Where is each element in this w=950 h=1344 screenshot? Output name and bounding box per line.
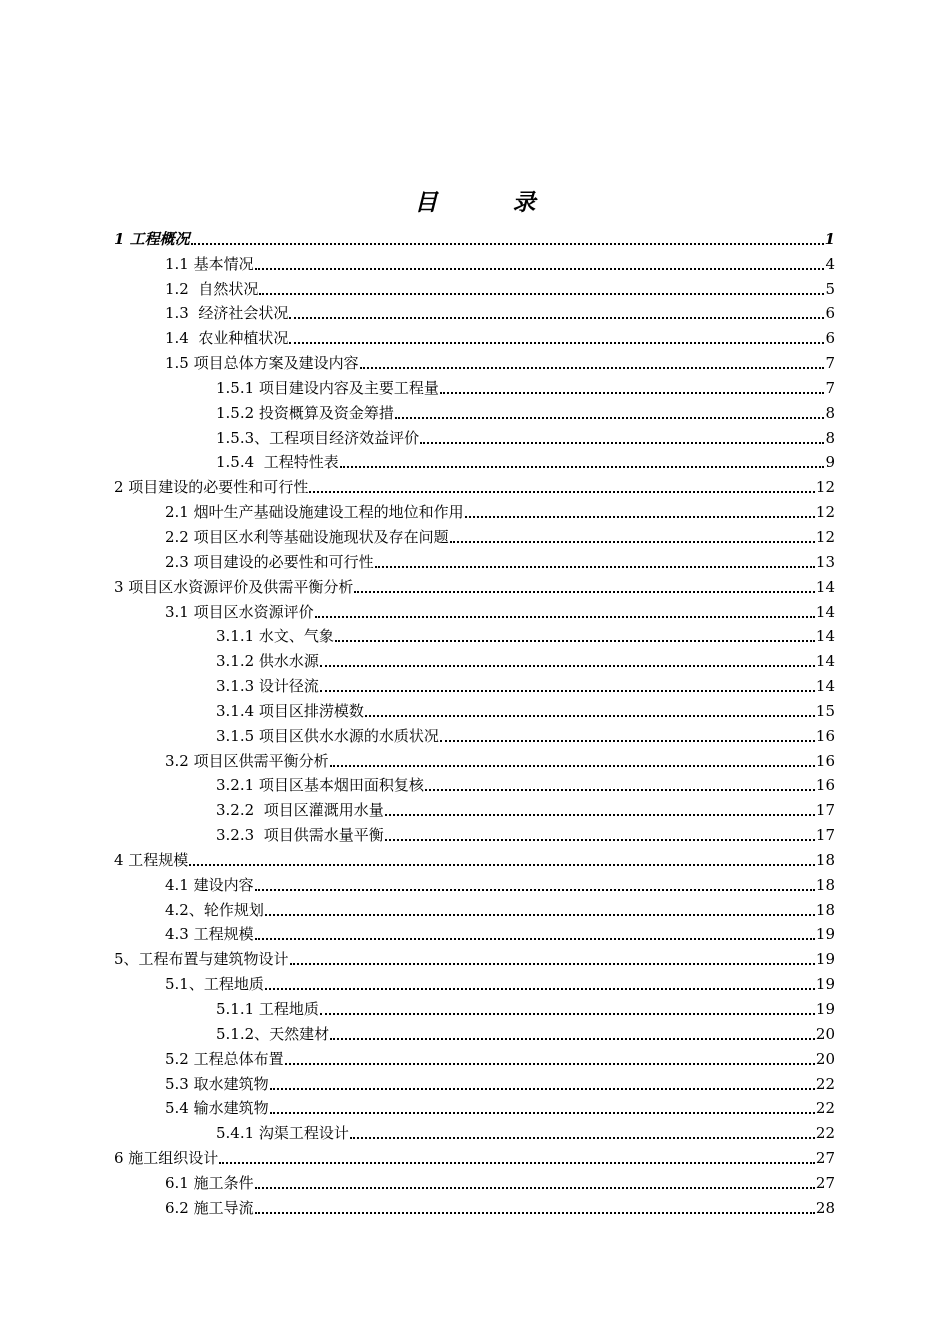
toc-entry[interactable]	[0, 1019, 835, 1044]
toc-entry-page: 28	[815, 1198, 835, 1217]
toc-entry[interactable]	[0, 646, 835, 671]
toc-leader-dots	[309, 491, 815, 493]
toc-entry-page: 14	[815, 652, 835, 671]
toc-entry-label: 3.1.1 水文、气象	[216, 627, 334, 646]
toc-entry-label: 3.1.3 设计径流	[216, 677, 319, 696]
toc-entry-page: 6	[825, 329, 835, 348]
toc-entry-label: 3.1.4 项目区排涝模数	[216, 701, 364, 720]
toc-entry-page: 17	[815, 801, 835, 820]
toc-entry-label: 1.5.2 投资概算及资金筹措	[216, 403, 394, 422]
toc-leader-dots	[320, 1013, 815, 1015]
toc-entry-page: 16	[815, 726, 835, 745]
toc-entry[interactable]	[0, 522, 835, 547]
toc-entry[interactable]	[0, 249, 835, 274]
toc-entry-label: 1.5.3、工程项目经济效益评价	[216, 428, 420, 447]
toc-leader-dots	[354, 591, 815, 593]
toc-entry-page: 9	[825, 453, 835, 472]
toc-entry-label: 1.5 项目总体方案及建设内容	[165, 354, 359, 373]
toc-entry-label: 4.3 工程规模	[165, 925, 254, 944]
toc-leader-dots	[440, 740, 815, 742]
toc-entry-label: 3.1.2 供水水源	[216, 652, 319, 671]
toc-entry-label: 1 工程概况	[114, 229, 190, 248]
toc-entry-label: 3.1 项目区水资源评价	[165, 602, 314, 621]
toc-entry[interactable]	[0, 1094, 835, 1119]
toc-entry[interactable]	[0, 448, 835, 473]
toc-entry[interactable]	[0, 299, 835, 324]
toc-leader-dots	[350, 1137, 815, 1139]
toc-entry-label: 3.2.3 项目供需水量平衡	[216, 826, 384, 845]
toc-entry-page: 27	[815, 1173, 835, 1192]
toc-leader-dots	[335, 640, 815, 642]
toc-entry[interactable]	[0, 671, 835, 696]
toc-entry-label: 4.1 建设内容	[165, 875, 254, 894]
toc-entry-page: 19	[815, 1000, 835, 1018]
toc-leader-dots	[330, 765, 815, 767]
toc-leader-dots	[385, 814, 815, 816]
toc-entry-page: 4	[825, 254, 835, 273]
toc-leader-dots	[365, 715, 815, 717]
toc-entry-label: 4.2、轮作规划	[165, 900, 264, 919]
toc-leader-dots	[255, 268, 825, 270]
toc-title: 目 录	[414, 189, 562, 216]
toc-entry-page: 7	[825, 378, 835, 397]
toc-entry[interactable]	[0, 895, 835, 920]
toc-leader-dots	[360, 367, 825, 369]
toc-leader-dots	[255, 889, 815, 891]
toc-entry-page: 14	[815, 677, 835, 696]
toc-entry-page: 16	[815, 776, 835, 795]
toc-leader-dots	[440, 392, 825, 394]
toc-entry[interactable]	[0, 274, 835, 299]
toc-leader-dots	[265, 988, 815, 990]
toc-entry-label: 3 项目区水资源评价及供需平衡分析	[114, 577, 354, 596]
toc-entry-label: 6.2 施工导流	[165, 1198, 254, 1217]
toc-entry-label: 5.1.2、天然建材	[216, 1024, 330, 1043]
toc-entry-label: 2.2 项目区水利等基础设施现状及存在问题	[165, 527, 449, 546]
toc-entry-label: 5.1.1 工程地质	[216, 1000, 319, 1018]
toc-entry-page: 16	[815, 751, 835, 770]
toc-entry-page: 20	[815, 1049, 835, 1068]
toc-leader-dots	[255, 1212, 815, 1214]
toc-leader-dots	[270, 1112, 815, 1114]
toc-leader-dots	[289, 317, 824, 319]
toc-entry[interactable]	[0, 746, 835, 771]
toc-entry-label: 1.5.4 工程特性表	[216, 453, 339, 472]
toc-entry[interactable]	[0, 398, 835, 423]
toc-entry-page: 7	[825, 354, 835, 373]
toc-entry-page: 12	[815, 478, 835, 497]
toc-entry-label: 3.2 项目区供需平衡分析	[165, 751, 329, 770]
toc-entry-page: 12	[815, 527, 835, 546]
toc-entry[interactable]	[0, 597, 835, 622]
toc-entry-label: 4 工程规模	[114, 850, 189, 869]
toc-entry-page: 19	[815, 950, 835, 969]
toc-entry[interactable]	[0, 1143, 835, 1168]
toc-list	[0, 224, 950, 1218]
toc-entry[interactable]	[0, 423, 835, 448]
toc-entry[interactable]	[0, 323, 835, 348]
toc-entry-page: 19	[815, 975, 835, 994]
toc-entry-page: 14	[815, 577, 835, 596]
toc-leader-dots	[320, 690, 815, 692]
toc-entry-label: 5.1、工程地质	[165, 975, 264, 994]
toc-entry-page: 22	[815, 1124, 835, 1143]
toc-entry-page: 1	[824, 229, 835, 248]
toc-entry-label: 5、工程布置与建筑物设计	[114, 950, 289, 969]
toc-leader-dots	[420, 442, 824, 444]
toc-entry-page: 8	[825, 403, 835, 422]
toc-entry-label: 2.3 项目建设的必要性和可行性	[165, 552, 374, 571]
toc-entry-label: 1.2 自然状况	[165, 279, 259, 298]
toc-entry[interactable]	[0, 696, 835, 721]
toc-entry-page: 18	[815, 875, 835, 894]
toc-entry-label: 3.2.1 项目区基本烟田面积复核	[216, 776, 424, 795]
toc-leader-dots	[289, 342, 824, 344]
toc-entry[interactable]	[0, 622, 835, 647]
toc-entry-label: 1.5.1 项目建设内容及主要工程量	[216, 378, 439, 397]
toc-entry-page: 8	[825, 428, 835, 447]
toc-entry[interactable]	[0, 920, 835, 945]
toc-entry[interactable]	[0, 1168, 835, 1193]
toc-entry-page: 15	[815, 701, 835, 720]
toc-entry[interactable]	[0, 771, 835, 796]
toc-entry[interactable]	[0, 1044, 835, 1069]
toc-entry-page: 14	[815, 602, 835, 621]
toc-entry[interactable]	[0, 820, 835, 845]
toc-leader-dots	[450, 541, 815, 543]
toc-entry-label: 3.1.5 项目区供水水源的水质状况	[216, 726, 439, 745]
toc-entry[interactable]	[0, 547, 835, 572]
toc-entry[interactable]	[0, 721, 835, 746]
toc-entry-label: 5.3 取水建筑物	[165, 1074, 269, 1093]
toc-entry-label: 6.1 施工条件	[165, 1173, 254, 1192]
toc-leader-dots	[330, 1038, 815, 1040]
toc-entry-page: 22	[815, 1074, 835, 1093]
toc-entry-page: 12	[815, 503, 835, 522]
toc-entry-page: 13	[815, 552, 835, 571]
toc-entry[interactable]	[0, 224, 835, 249]
toc-leader-dots	[315, 616, 815, 618]
toc-leader-dots	[340, 466, 825, 468]
toc-entry-page: 19	[815, 925, 835, 944]
toc-entry[interactable]	[0, 870, 835, 895]
toc-entry-page: 18	[815, 850, 835, 869]
toc-leader-dots	[395, 417, 825, 419]
toc-leader-dots	[425, 789, 815, 791]
toc-entry[interactable]	[0, 1193, 835, 1218]
toc-entry[interactable]	[0, 969, 835, 994]
toc-entry-label: 2.1 烟叶生产基础设施建设工程的地位和作用	[165, 503, 464, 522]
toc-entry-page: 14	[815, 627, 835, 646]
toc-entry-label: 3.2.2 项目区灌溉用水量	[216, 801, 384, 820]
toc-entry-page: 17	[815, 826, 835, 845]
toc-entry-page: 5	[825, 279, 835, 298]
toc-entry-label: 1.3 经济社会状况	[165, 304, 289, 323]
toc-leader-dots	[259, 293, 824, 295]
toc-leader-dots	[255, 938, 815, 940]
toc-leader-dots	[465, 516, 815, 518]
toc-entry-page: 27	[815, 1149, 835, 1168]
toc-entry[interactable]	[0, 572, 835, 597]
toc-entry[interactable]	[0, 497, 835, 522]
toc-entry[interactable]	[0, 373, 835, 398]
toc-entry-page: 20	[815, 1024, 835, 1043]
toc-entry-label: 1.1 基本情况	[165, 254, 254, 273]
toc-leader-dots	[265, 914, 815, 916]
toc-entry-label: 5.4 输水建筑物	[165, 1099, 269, 1118]
toc-entry-page: 22	[815, 1099, 835, 1118]
toc-entry-label: 5.4.1 沟渠工程设计	[216, 1124, 349, 1143]
toc-entry[interactable]	[0, 845, 835, 870]
toc-leader-dots	[255, 1187, 815, 1189]
toc-leader-dots	[219, 1162, 815, 1164]
toc-entry-label: 1.4 农业种植状况	[165, 329, 289, 348]
toc-entry-label: 6 施工组织设计	[114, 1149, 219, 1168]
toc-leader-dots	[385, 839, 815, 841]
toc-leader-dots	[320, 665, 815, 667]
toc-entry[interactable]	[0, 795, 835, 820]
toc-entry[interactable]	[0, 472, 835, 497]
toc-leader-dots	[191, 243, 824, 245]
toc-leader-dots	[189, 864, 815, 866]
toc-leader-dots	[285, 1063, 815, 1065]
toc-leader-dots	[270, 1088, 815, 1090]
toc-entry-page: 6	[825, 304, 835, 323]
toc-entry[interactable]	[0, 348, 835, 373]
toc-entry-label: 2 项目建设的必要性和可行性	[114, 478, 309, 497]
toc-leader-dots	[375, 566, 815, 568]
toc-entry[interactable]	[0, 944, 835, 969]
toc-entry[interactable]	[0, 1118, 835, 1143]
toc-entry[interactable]	[0, 994, 835, 1019]
toc-entry[interactable]	[0, 1069, 835, 1094]
toc-entry-page: 18	[815, 900, 835, 919]
toc-entry-label: 5.2 工程总体布置	[165, 1049, 284, 1068]
toc-leader-dots	[290, 963, 815, 965]
